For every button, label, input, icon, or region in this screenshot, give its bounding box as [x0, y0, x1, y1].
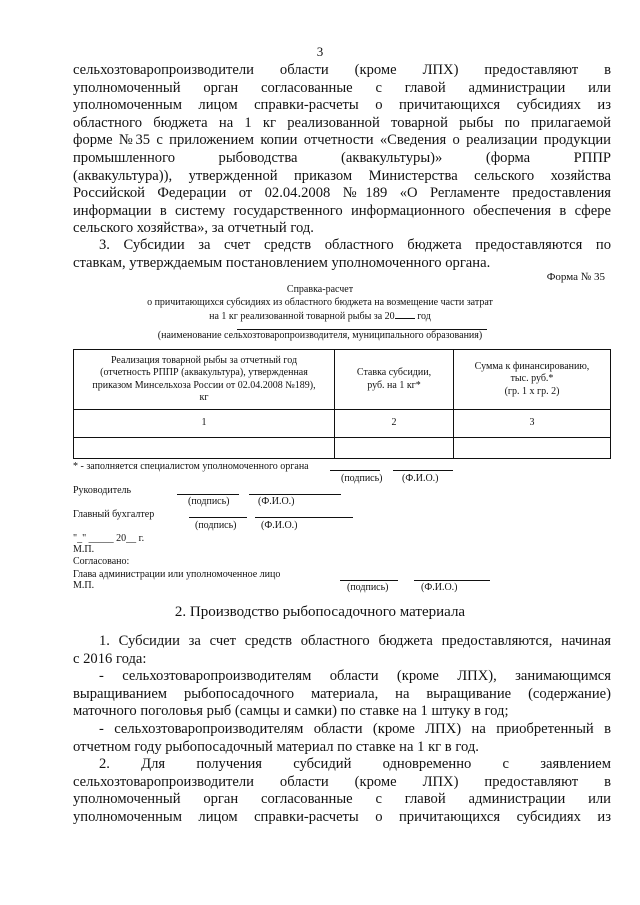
text-line: - сельхозтоваропроизводителям области (кроме ЛПХ), занимающимся	[99, 668, 611, 685]
signature-caption: (подпись)	[347, 582, 389, 593]
text-line: выращиванием рыбопосадочного материала, на выращивание (содержание)	[73, 685, 611, 702]
fio-caption: (Ф.И.О.)	[258, 496, 295, 507]
accountant-label: Главный бухгалтер	[73, 509, 155, 520]
footnote: * - заполняется специалистом уполномоченного органа	[73, 461, 309, 472]
form-subtitle-2-after: год	[417, 311, 431, 322]
text-line: отчетном году рыбопосадочный материал по ставке на 1 кг в год.	[73, 738, 479, 755]
header-cell-3	[454, 350, 611, 410]
table-number-row	[74, 410, 611, 438]
header-line: приказом Минсельхоза России от 02.04.2008 №189),	[92, 379, 316, 391]
column-number: 2	[335, 410, 454, 438]
header-line: (гр. 1 х гр. 2)	[504, 385, 560, 397]
text-line: ставкам, утверждаемым постановлением уполномоченного органа.	[73, 254, 491, 271]
form-title: Справка-расчет	[286, 284, 354, 295]
text-line: с 2016 года:	[73, 650, 147, 667]
year-blank	[395, 309, 415, 319]
form-subtitle-2	[0, 309, 640, 324]
header-line: (отчетность РППР (аквакультура), утвержденная	[100, 367, 308, 378]
head-label: Руководитель	[73, 485, 132, 496]
text-line: сельского хозяйства», за отчетный год.	[73, 220, 314, 237]
text-line: (аквакультура)), утвержденной приказом Министерства сельского хозяйства	[73, 167, 611, 184]
org-caption: (наименование сельхозтоваропроизводителя, муниципального образования)	[157, 330, 483, 341]
text-line: Российской Федерации от 02.04.2008 №189 «О Регламенте предоставления	[73, 185, 611, 202]
column-number: 1	[74, 410, 335, 438]
section-2-para-1	[73, 633, 611, 827]
text-line: 2. Для получения субсидий одновременно с заявлением	[99, 756, 611, 773]
fio-line	[393, 470, 453, 471]
table-cell	[454, 438, 611, 459]
header-line: тыс. руб.*	[510, 373, 554, 385]
signature-caption: (подпись)	[341, 473, 383, 484]
fio-line	[414, 580, 490, 581]
agreed-label: Согласовано:	[73, 556, 130, 567]
table-cell	[74, 438, 335, 459]
header-line: Ставка субсидии,	[356, 367, 432, 378]
table-header-row	[74, 350, 611, 410]
text-line: 1. Субсидии за счет средств областного бюджета предоставляются, начиная	[99, 633, 611, 649]
head-admin-label: Глава администрации или уполномоченное лицо	[73, 569, 281, 580]
page-number: 3	[316, 44, 324, 59]
table-cell	[335, 438, 454, 459]
text-line: сельхозтоваропроизводители области (кроме ЛПХ) предоставляют в	[73, 773, 611, 790]
header-line: руб. на 1 кг*	[367, 379, 421, 391]
signature-caption: (подпись)	[188, 496, 230, 507]
text-line: уполномоченный орган согласованные с главой администрации или	[73, 791, 611, 808]
header-line: Реализация товарной рыбы за отчетный год	[110, 354, 298, 366]
signature-line	[330, 470, 380, 471]
mp-label: М.П.	[73, 580, 95, 591]
header-cell-2	[335, 350, 454, 410]
text-line: областного бюджета на 1 кг реализованной товарной рыбы по прилагаемой	[73, 114, 611, 131]
text-line: сельхозтоваропроизводители области (кроме ЛПХ) предоставляют в	[73, 62, 611, 78]
text-line: уполномоченным лицом справки-расчеты о причитающихся субсидиях из	[73, 97, 611, 114]
text-line: информации в систему государственного информационного обеспечения в сфере	[73, 202, 611, 219]
text-line: промышленного рыбоводства (аквакультуры)» (форма РППР	[73, 149, 611, 166]
text-line: форме №35 с приложением копии отчетности «Сведения о реализации продукции	[73, 132, 611, 149]
signature-caption: (подпись)	[195, 520, 237, 531]
signature-line	[177, 494, 239, 495]
top-paragraph	[73, 62, 611, 238]
table-empty-row	[74, 438, 611, 459]
signature-line	[189, 517, 247, 518]
fio-caption: (Ф.И.О.)	[261, 520, 298, 531]
calculation-table	[73, 349, 611, 459]
fio-caption: (Ф.И.О.)	[421, 582, 458, 593]
header-line: Сумма к финансированию,	[474, 360, 590, 372]
header-line: кг	[199, 392, 209, 403]
text-line: - сельхозтоваропроизводителям области (кроме ЛПХ) на приобретенный в	[99, 720, 611, 737]
fio-line	[249, 494, 341, 495]
text-line: уполномоченный орган согласованные с главой администрации или	[73, 79, 611, 96]
mp-label: М.П.	[73, 544, 95, 555]
text-line: уполномоченным лицом справки-расчеты о причитающихся субсидиях из	[73, 808, 611, 825]
text-line: маточного поголовья рыб (самцы и самки) по ставке на 1 штуку в год;	[73, 703, 509, 720]
text-line: 3. Субсидии за счет средств областного бюджета предоставляются по	[99, 237, 611, 253]
signature-line	[340, 580, 398, 581]
form-subtitle-2-before: на 1 кг реализованной товарной рыбы за 20	[209, 311, 395, 322]
fio-caption: (Ф.И.О.)	[402, 473, 439, 484]
fio-line	[255, 517, 353, 518]
form-subtitle-1: о причитающихся субсидиях из областного бюджета на возмещение части затрат	[147, 297, 493, 308]
column-number: 3	[454, 410, 611, 438]
paragraph-3	[73, 237, 611, 272]
header-cell-1	[74, 350, 335, 410]
date-label: "_" _____ 20__ г.	[73, 533, 145, 544]
form-number-label: Форма № 35	[546, 271, 605, 283]
section-2-title: 2. Производство рыбопосадочного материала	[174, 604, 466, 620]
